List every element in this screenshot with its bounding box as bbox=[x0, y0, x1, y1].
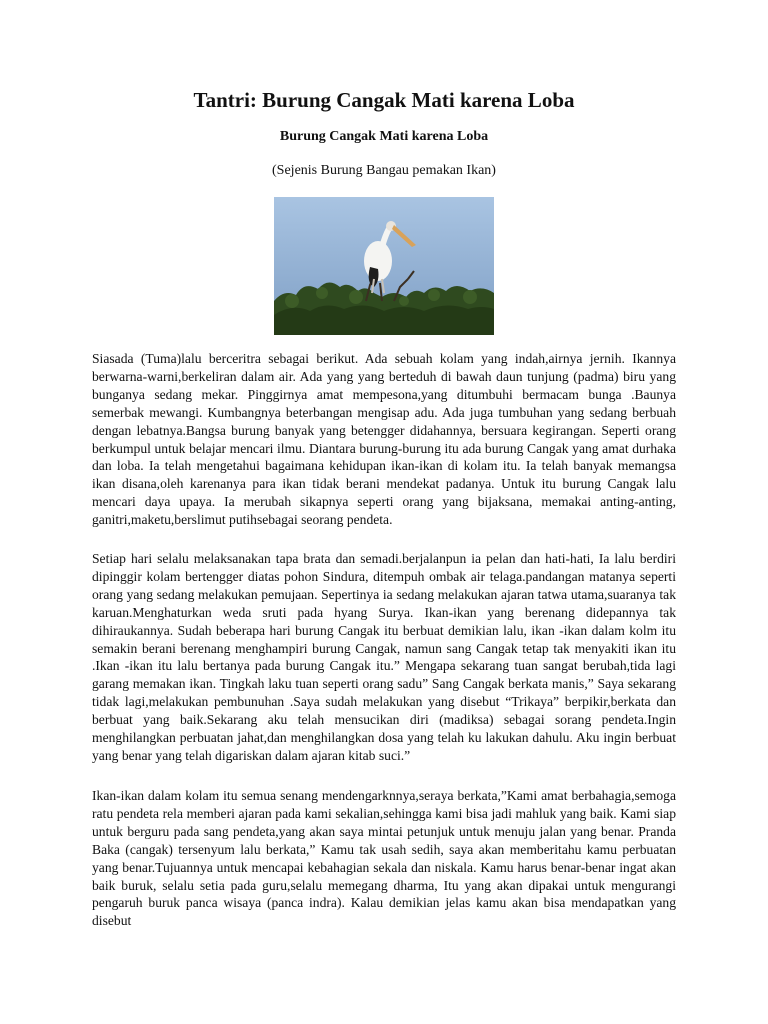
page-title: Tantri: Burung Cangak Mati karena Loba bbox=[193, 88, 575, 112]
stork-photo bbox=[274, 197, 494, 335]
paragraph: Setiap hari selalu melaksanakan tapa brata dan semadi.berjalanpun ia pelan dan hati-hati, Ia lalu berdiri dipinggir kolam bertengger diatas pohon Sindura, ditempuh ombak air telaga.pandangan matanya seperti orang yang sedang melakukan pemujaan. Sepertinya ia sedang melakukan ajaran tatwa utama,suaranya tak karuan.Menghaturkan weda sruti pada hyang Surya. Ikan-ikan yang berenang didepannya tak dihiraukannya. Sudah beberapa hari burung Cangak itu berbuat demikian lalu, ikan -ikan dalam kolm itu semakin berani berenang menghampiri burung Cangak, namun sang Cangak tetap tak menyakiti ikan itu .Ikan -ikan itu lalu bertanya pada burung Cangak itu.” Mengapa sekarang tuan sangat berubah,tida lagi garang memakan ikan. Tingkah laku tuan seperti orang sadu” Sang Cangak berkata manis,” Saya sekarang tidak lagi,melakukan pembunuhan .Saya sudah melakukan yang disebut “Trikaya” berpikir,berkata dan berbuat yang baik.Sekarang aku telah mensucikan diri (madiksa) sebagai sorang pendeta.Ingin menghilangkan perbuatan jahat,dan menghilangkan dosa yang telah ku lakukan dahulu. Aku ingin berbuat yang benar yang telah digariskan dalam ajaran kitab suci.” bbox=[92, 551, 676, 763]
page-subtitle: Burung Cangak Mati karena Loba bbox=[279, 129, 489, 144]
paragraph: Siasada (Tuma)lalu berceritra sebagai berikut. Ada sebuah kolam yang indah,airnya jernih. Ikannya berwarna-warni,berkeliran dalam air. Ada yang yang berteduh di bawah daun tunjung (padma) biru yang bunganya sedang mekar. Pinggirnya amat mempesona,yang ditumbuhi bermacam bunga .Baunya semerbak mewangi. Kumbangnya beterbangan mengisap adu. Ada juga tumbuhan yang sedang berbuah dengan lebatnya.Bangsa burung banyak yang betengger didahannya, bersuara kegirangan. Seperti orang berkumpul untuk belajar mencari ilmu. Diantara burung-burung itu ada burung Cangak yang amat durhaka dan loba. Ia telah mengetahui bagaimana kehidupan ikan-ikan di kolam itu. Ia telah banyak memangsa ikan disana,oleh karenanya para ikan tidak berani mendekat padanya. Untuk itu burung Cangak lalu mencari daya upaya. Ia merubah sikapnya seperti orang yang bijaksana, memakai anting-anting, ganitri,maketu,berslimut putihsebagai seorang pendeta. bbox=[92, 351, 676, 528]
paragraph: Ikan-ikan dalam kolam itu semua senang mendengarknnya,seraya berkata,”Kami amat berbahagia,semoga ratu pendeta rela memberi ajaran pada kami sekalian,sehingga kami bisa jadi mahluk yang baik. Kami siap untuk berguru pada sang pendeta,yang akan saya mintai petunjuk untuk menuju jalan yang benar. Pranda Baka (cangak) tersenyum lalu berkata,” Kamu tak usah sedih, saya akan memberitahu kamu perbuatan yang benar.Tujuannya untuk mencapai kebahagian sekala dan niskala. Kamu harus benar-benar ingat akan baik buruk, selalu setia pada guru,selalu memegang dharma, Itu yang akan dipakai untuk mengurangi pengaruh buruk panca wisaya (panca indra). Kalau demikian jelas kamu akan bisa mendapatkan yang disebut bbox=[92, 788, 676, 929]
image-caption: (Sejenis Burung Bangau pemakan Ikan) bbox=[272, 163, 496, 178]
